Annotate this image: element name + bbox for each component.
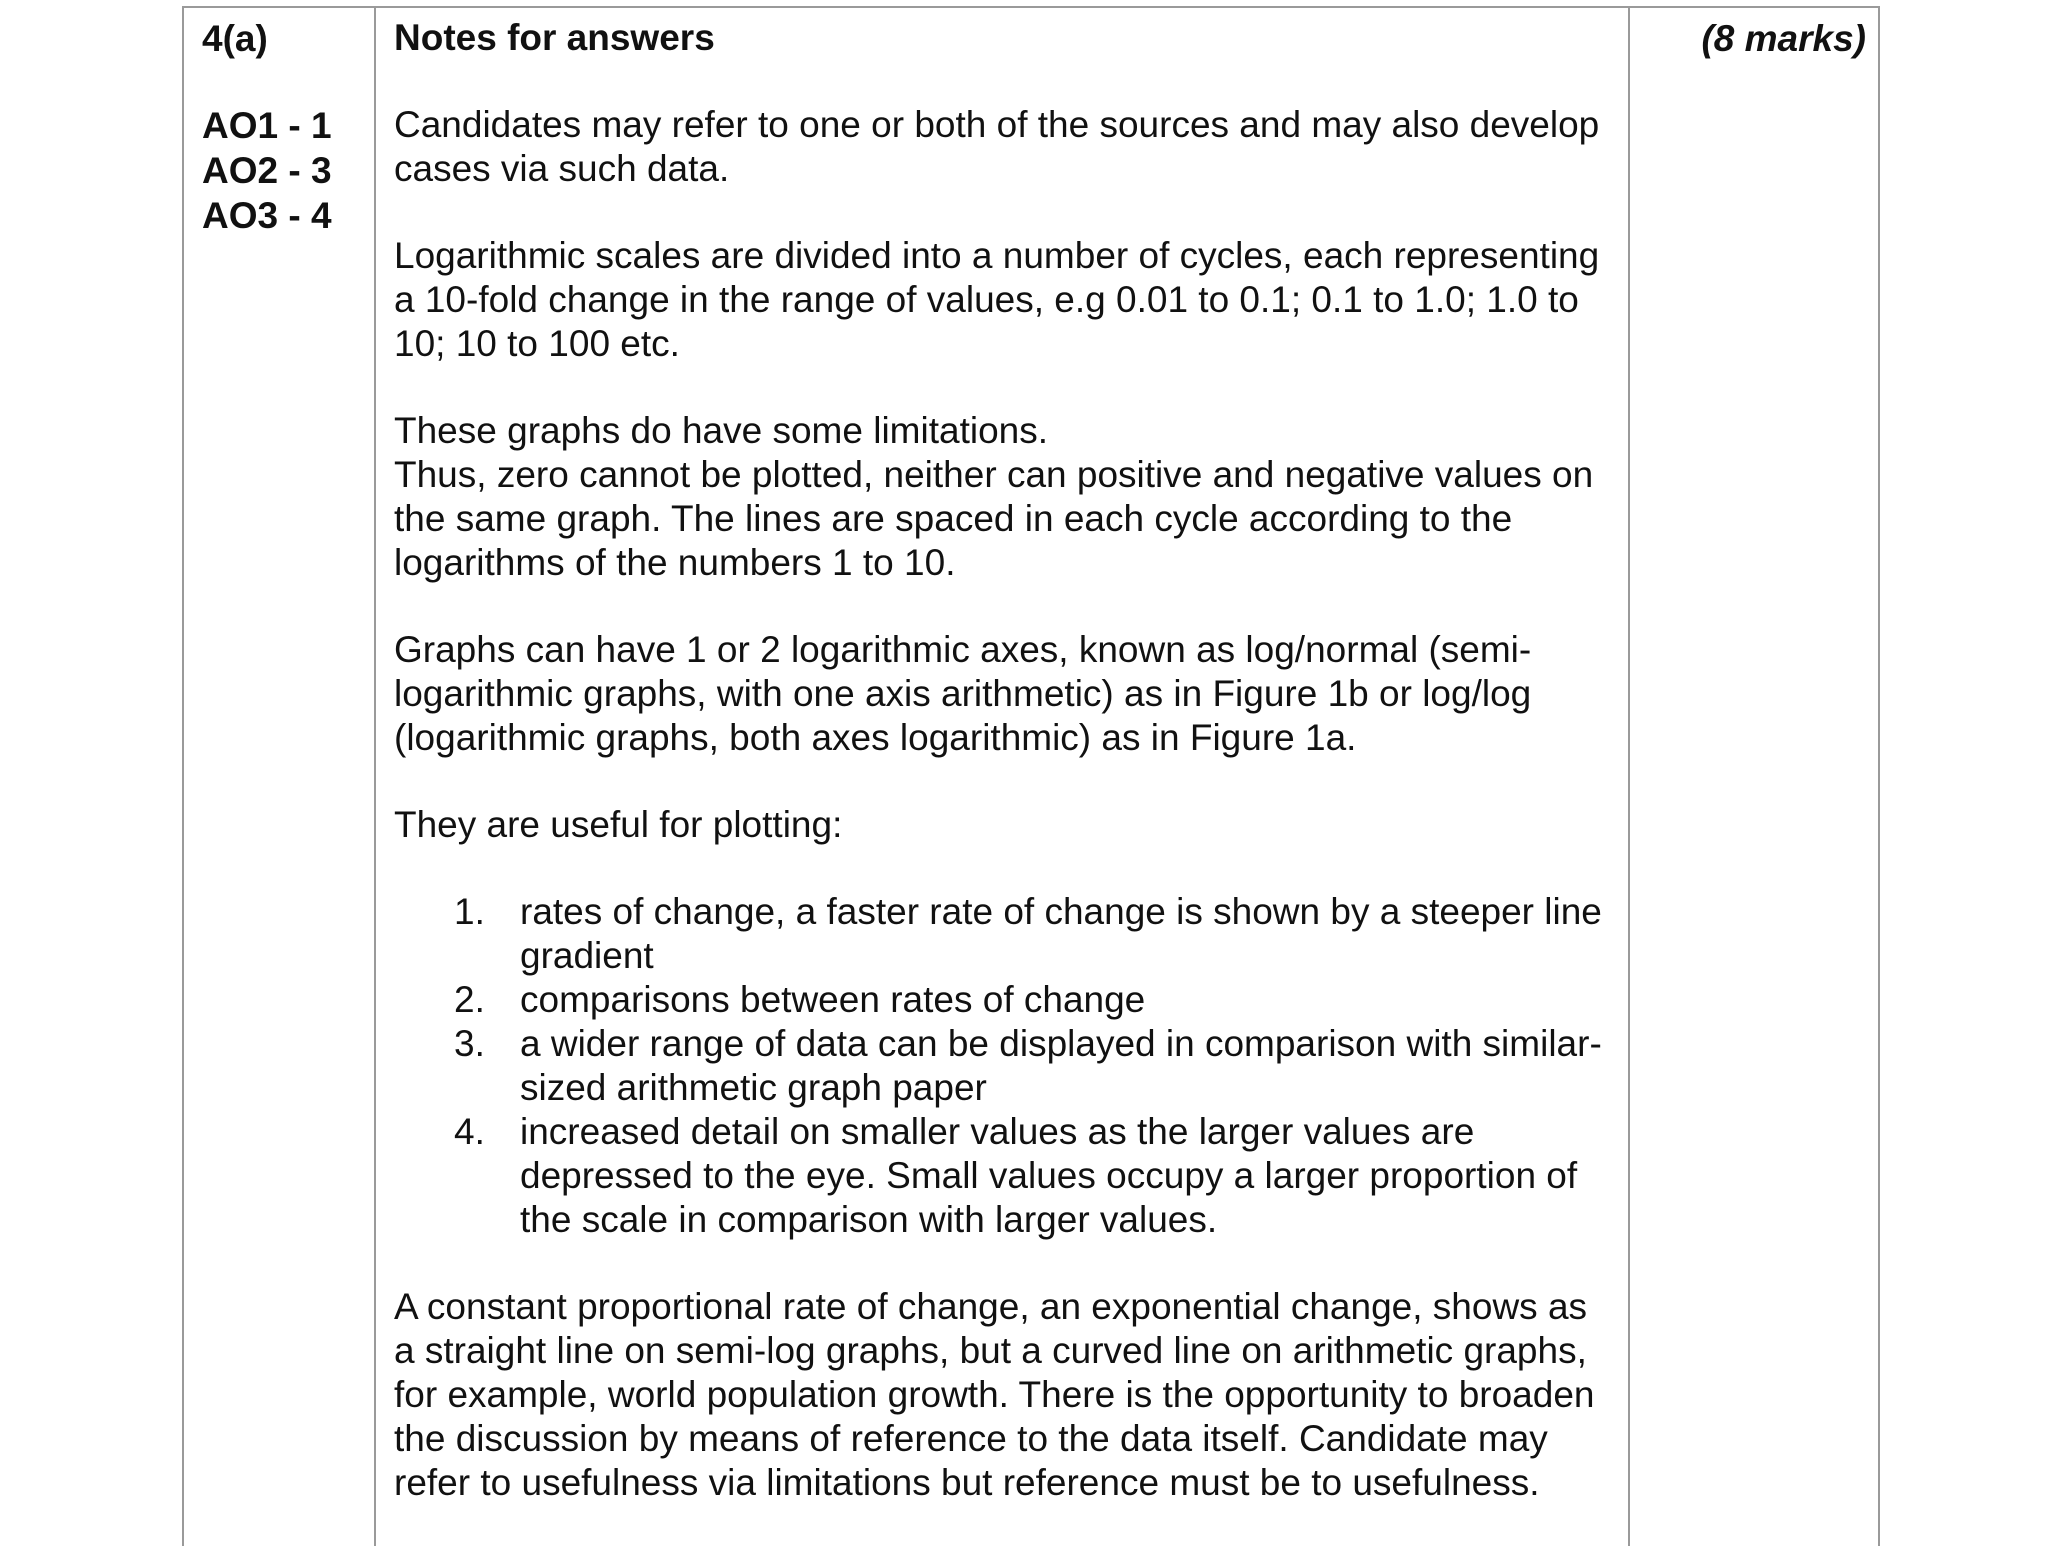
notes-paragraph: Graphs can have 1 or 2 logarithmic axes, known as log/normal (semi-logarithmic graphs, with one axis arithmetic) as in Figure 1b or log/log (logarithmic graphs, both axes logarithmic) as in Figure 1a.	[394, 629, 1532, 758]
list-number: 1.	[454, 891, 485, 932]
uses-list	[394, 890, 1614, 1242]
question-number: 4(a)	[202, 18, 268, 59]
list-item	[454, 1022, 1614, 1110]
marks-label: (8 marks)	[1701, 18, 1866, 59]
notes-heading: Notes for answers	[394, 17, 715, 58]
notes-paragraph: A constant proportional rate of change, an exponential change, shows as a straight line on semi-log graphs, but a curved line on arithmetic graphs, for example, world population growth. There is the opportunity to broaden the discussion by means of reference to the data itself. Candidate may refer to usefulness via limitations but reference must be to usefulness.	[394, 1286, 1595, 1503]
assessment-objective: AO1 - 1	[202, 105, 332, 146]
list-item-text: a wider range of data can be displayed in comparison with similar-sized arithmetic graph paper	[520, 1023, 1602, 1108]
list-item	[454, 978, 1614, 1022]
notes-paragraph	[394, 409, 1614, 585]
notes-paragraph: They are useful for plotting:	[394, 804, 843, 845]
mark-scheme-table	[182, 6, 1880, 1546]
notes-sentence: Thus, zero cannot be plotted, neither can positive and negative values on the same graph. The lines are spaced in each cycle according to the logarithms of the numbers 1 to 10.	[394, 454, 1594, 583]
list-item-text: rates of change, a faster rate of change is shown by a steeper line gradient	[520, 891, 1602, 976]
notes-paragraph: Logarithmic scales are divided into a number of cycles, each representing a 10-fold change in the range of values, e.g 0.01 to 0.1; 0.1 to 1.0; 1.0 to 10; 10 to 100 etc.	[394, 235, 1600, 364]
marks-column	[1642, 16, 1866, 61]
list-number: 3.	[454, 1023, 485, 1064]
notes-column	[394, 16, 1614, 1548]
column-divider	[1628, 8, 1630, 1546]
list-item-text: comparisons between rates of change	[520, 979, 1146, 1020]
assessment-objective: AO2 - 3	[202, 150, 332, 191]
notes-paragraph: Candidates may refer to one or both of the sources and may also develop cases via such data.	[394, 104, 1600, 189]
list-item	[454, 890, 1614, 978]
list-item-text: increased detail on smaller values as the larger values are depressed to the eye. Small values occupy a larger proportion of the scale in comparison with larger values.	[520, 1111, 1578, 1240]
column-divider	[374, 8, 376, 1546]
question-column	[202, 16, 372, 238]
list-number: 4.	[454, 1111, 485, 1152]
list-item	[454, 1110, 1614, 1242]
list-number: 2.	[454, 979, 485, 1020]
notes-sentence: These graphs do have some limitations.	[394, 410, 1049, 451]
assessment-objective: AO3 - 4	[202, 195, 332, 236]
